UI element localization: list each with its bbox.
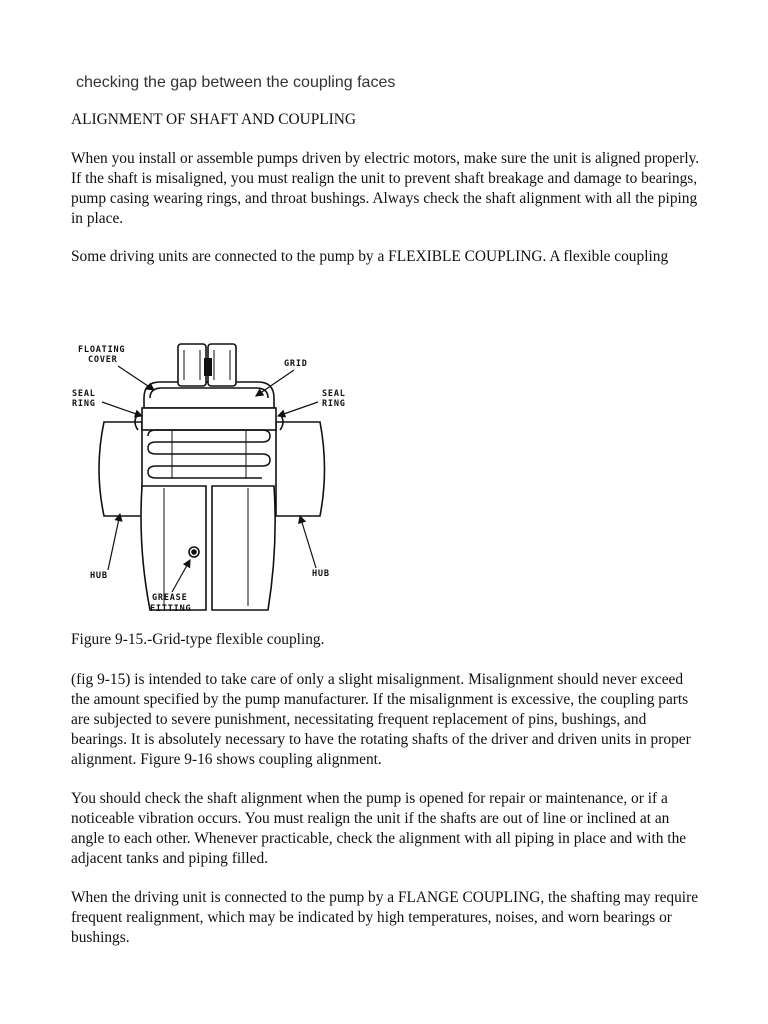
label-hub-right: HUB [312, 569, 330, 579]
hub-body-left [99, 422, 142, 516]
paragraph-3: (fig 9-15) is intended to take care of only a slight misalignment. Misalignment should never exceed the amount specified by the pump manufacturer. If the misalignment is excessive, the coupling parts are subjected to severe punishment, necessitating frequent replacement of pins, bushings, and bearings. It is absolutely necessary to have the rotating shafts of the driver and driven units in proper alignment. Figure 9-16 shows coupling alignment. [71, 671, 691, 768]
grid-coupling-diagram [64, 338, 354, 618]
label-hub-left: HUB [90, 571, 108, 581]
coupling-center [135, 408, 283, 430]
grid-spring [148, 430, 270, 478]
label-seal-left-2: RING [72, 399, 96, 409]
page-subtitle: checking the gap between the coupling faces [76, 74, 396, 91]
label-floating-cover-2: COVER [88, 355, 118, 365]
label-floating-cover-1: FLOATING [78, 345, 126, 355]
label-seal-right-1: SEAL [322, 389, 346, 399]
paragraph-5: When the driving unit is connected to the pump by a FLANGE COUPLING, the shafting may require frequent realignment, which may be indicated by high temperatures, noises, and worn bearings or bushings. [71, 889, 699, 946]
section-heading: ALIGNMENT OF SHAFT AND COUPLING [71, 111, 357, 128]
label-grease-2: FITTING [150, 604, 192, 614]
label-seal-left-1: SEAL [72, 389, 96, 399]
hub-body-right [276, 422, 325, 516]
figure-caption: Figure 9-15.-Grid-type flexible coupling. [71, 631, 325, 648]
paragraph-1: When you install or assemble pumps driven by electric motors, make sure the unit is aligned properly. If the shaft is misaligned, you must realign the unit to prevent shaft breakage and damage to bearings, pump casing wearing rings, and throat bushings. Always check the shaft alignment with all the piping in place. [71, 150, 700, 227]
label-grease-1: GREASE [152, 593, 188, 603]
hub-faces [141, 486, 275, 610]
label-seal-right-2: RING [322, 399, 346, 409]
paragraph-2: Some driving units are connected to the pump by a FLEXIBLE COUPLING. A flexible coupling [71, 248, 669, 265]
paragraph-4: You should check the shaft alignment when the pump is opened for repair or maintenance, or if a noticeable vibration occurs. You must realign the unit if the shafts are out of line or inclined at an angle to each other. Whenever practicable, check the alignment with all piping in place and with the adjacent tanks and piping filled. [71, 790, 687, 867]
floating-cover [144, 344, 274, 408]
coupling-figure [64, 338, 354, 618]
label-grid: GRID [284, 359, 308, 369]
